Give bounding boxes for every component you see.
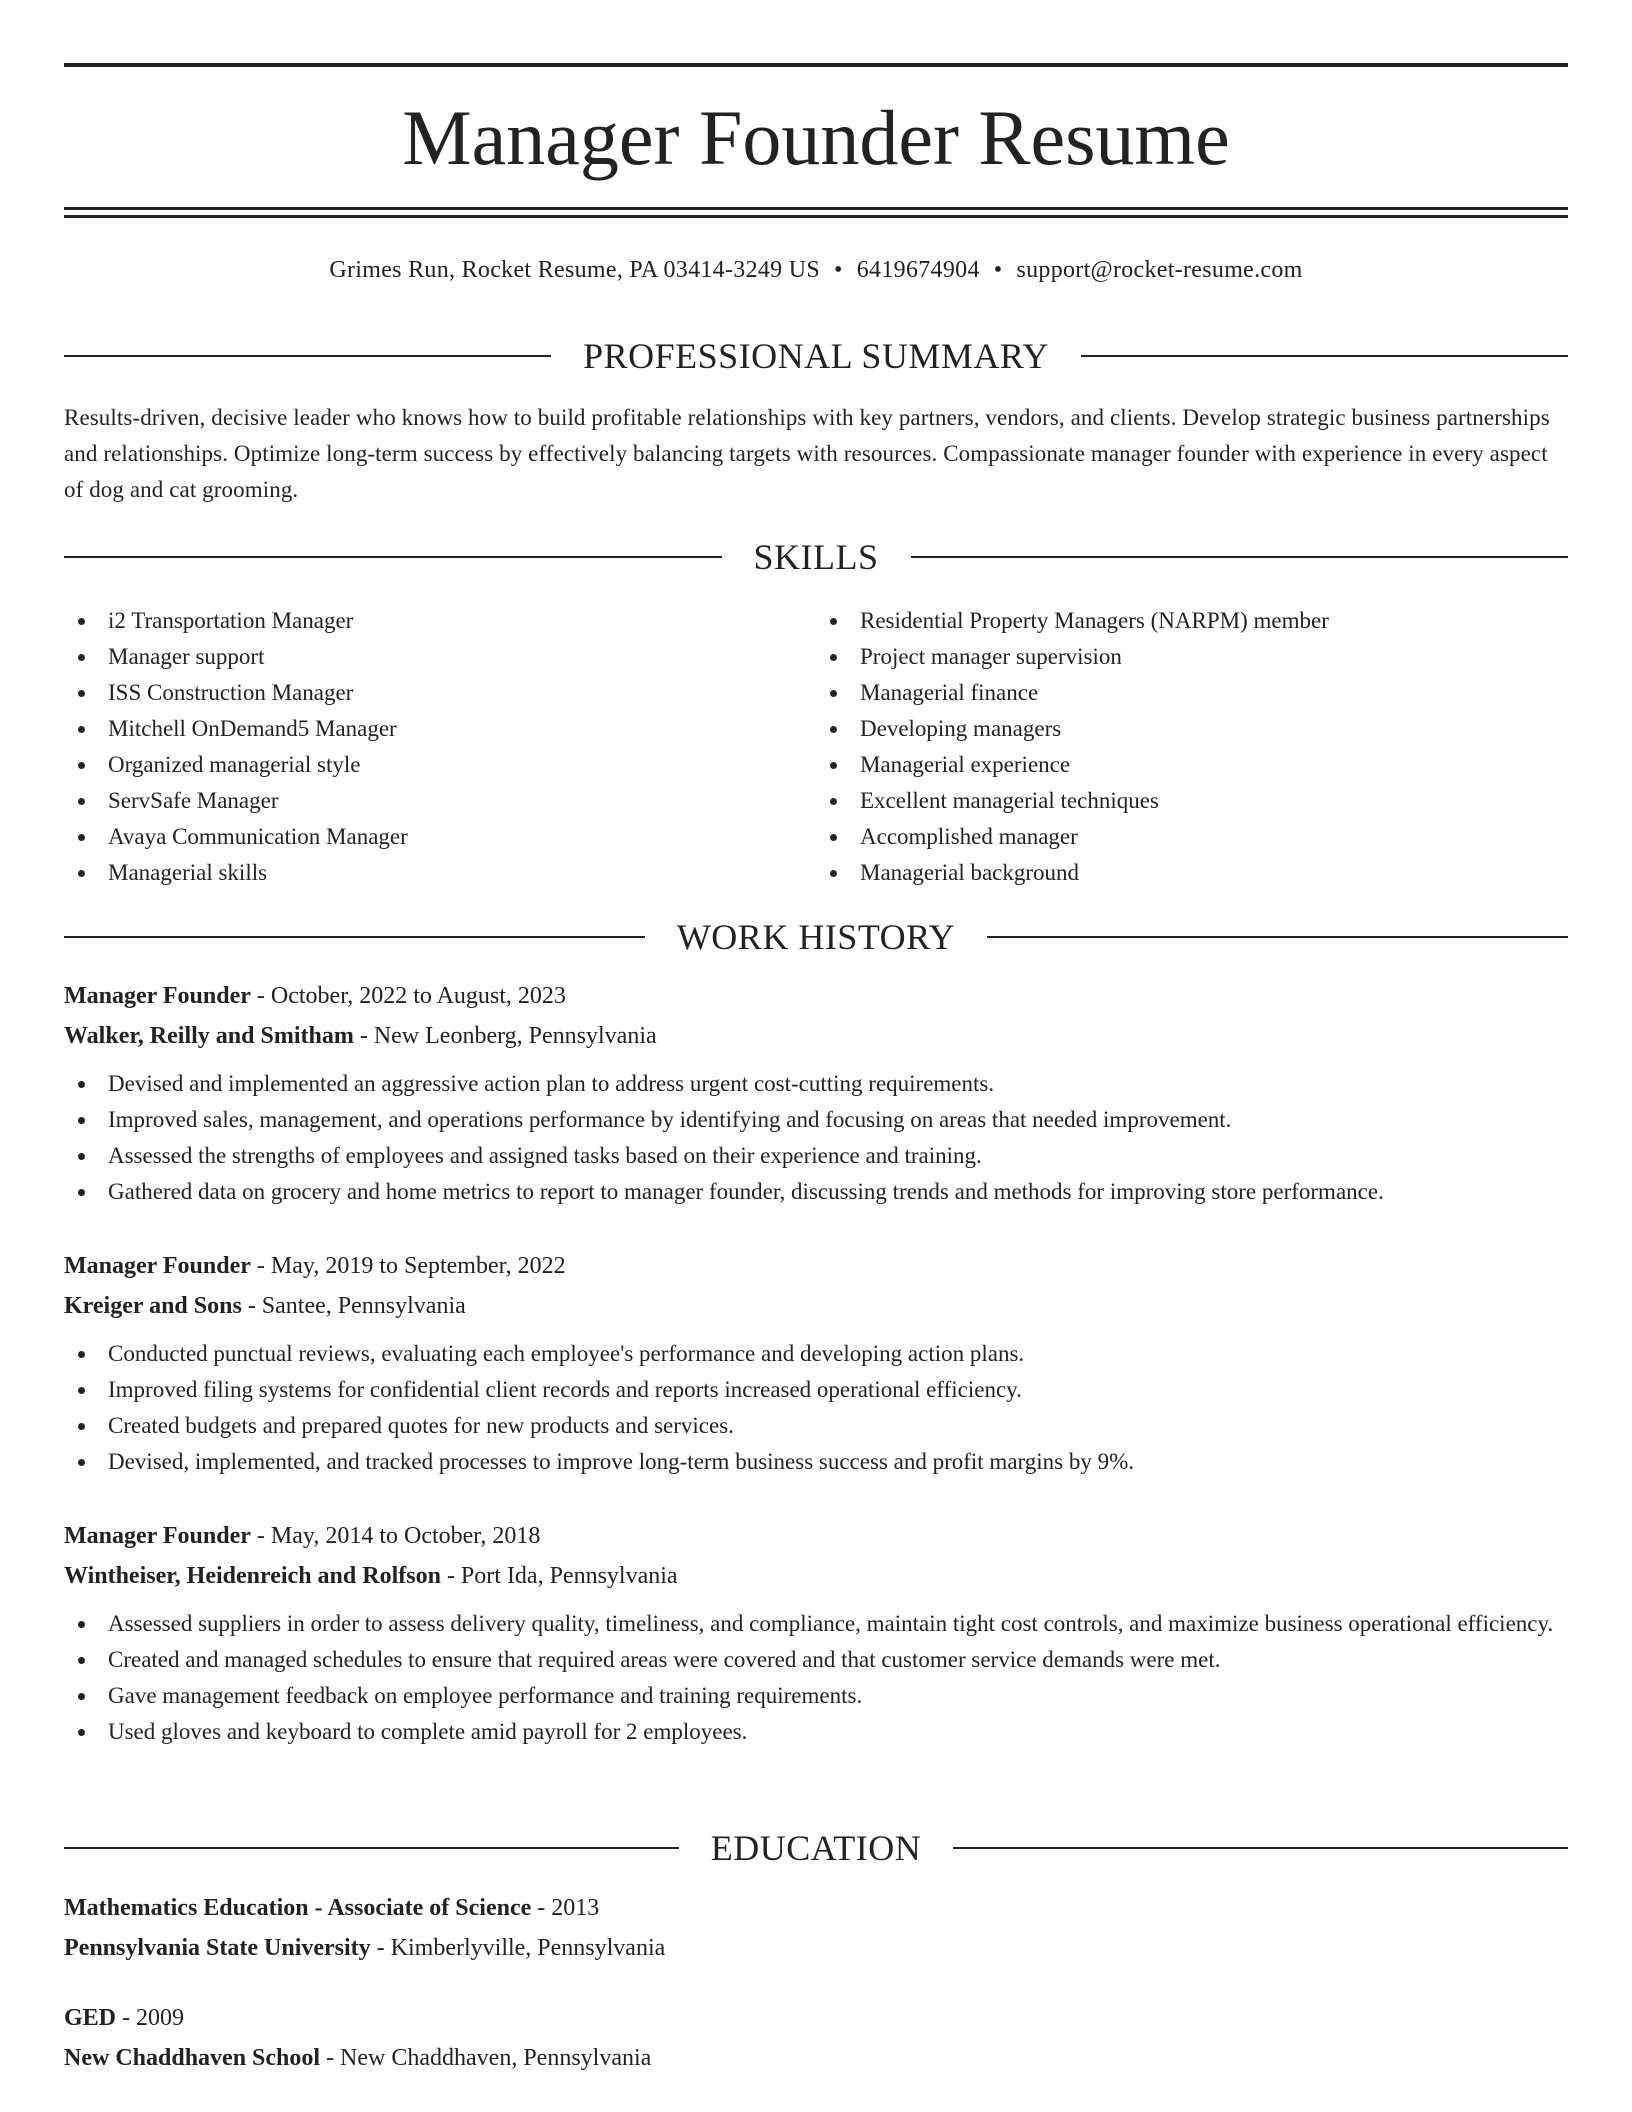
section-rule	[987, 936, 1568, 938]
education-year: - 2009	[116, 2005, 185, 2031]
job-location: - Port Ida, Pennsylvania	[440, 1563, 678, 1589]
job-bullet: Conducted punctual reviews, evaluating each employee's performance and developing action plans.	[64, 1336, 1568, 1372]
job-bullet: Gathered data on grocery and home metrics to report to manager founder, discussing trends and methods for improving store performance.	[64, 1174, 1568, 1210]
education-location: - New Chaddhaven, Pennsylvania	[320, 2045, 652, 2071]
job-company: Walker, Reilly and Smitham	[64, 1023, 354, 1049]
education-school-line	[64, 2038, 1568, 2078]
job-location: - New Leonberg, Pennsylvania	[353, 1023, 657, 1049]
job-bullet: Improved filing systems for confidential client records and reports increased operational efficiency.	[64, 1372, 1568, 1408]
top-rule	[64, 63, 1568, 67]
skills-column-right	[816, 603, 1568, 891]
education-school-line	[64, 1928, 1568, 1968]
page-title: Manager Founder Resume	[402, 94, 1230, 181]
skill-item: Residential Property Managers (NARPM) member	[816, 603, 1568, 639]
section-rule	[911, 556, 1569, 558]
summary-text: Results-driven, decisive leader who knows how to build profitable relationships with key partners, vendors, and clients. Develop strategic business partnerships and relationships. Optimize long-term success by effectively balancing targets with resources. Compassionate manager founder with experience in every aspect of dog and cat grooming.	[64, 405, 1550, 502]
section-title: EDUCATION	[710, 1828, 922, 1868]
education-school: Pennsylvania State University	[64, 1935, 371, 1961]
job-bullet: Created and managed schedules to ensure that required areas were covered and that customer service demands were met.	[64, 1642, 1568, 1678]
job-bullet: Devised, implemented, and tracked processes to improve long-term business success and profit margins by 9%.	[64, 1444, 1568, 1480]
skill-item: Managerial finance	[816, 675, 1568, 711]
skill-item: Accomplished manager	[816, 819, 1568, 855]
job-bullet: Used gloves and keyboard to complete amid payroll for 2 employees.	[64, 1714, 1568, 1750]
job-title: Manager Founder	[64, 1523, 251, 1549]
job-location: - Santee, Pennsylvania	[241, 1293, 466, 1319]
job-entry	[64, 1246, 1568, 1480]
skill-item: Managerial experience	[816, 747, 1568, 783]
skill-item: Managerial background	[816, 855, 1568, 891]
job-entry	[64, 976, 1568, 1210]
job-company-line	[64, 1016, 1568, 1056]
job-company-line	[64, 1556, 1568, 1596]
contact-phone: 6419674904	[856, 257, 980, 283]
job-bullet: Devised and implemented an aggressive action plan to address urgent cost-cutting requirements.	[64, 1066, 1568, 1102]
education-year: - 2013	[531, 1895, 600, 1921]
skill-item: ServSafe Manager	[64, 783, 816, 819]
education-degree: GED	[64, 2005, 117, 2031]
job-bullet: Gave management feedback on employee performance and training requirements.	[64, 1678, 1568, 1714]
skill-item: Mitchell OnDemand5 Manager	[64, 711, 816, 747]
job-title-line	[64, 1516, 1568, 1556]
section-header-skills	[64, 535, 1568, 579]
job-dates: - May, 2014 to October, 2018	[250, 1523, 541, 1549]
skills-list	[64, 603, 1568, 891]
job-dates: - October, 2022 to August, 2023	[250, 983, 566, 1009]
section-rule	[64, 556, 722, 558]
education-entry	[64, 1998, 1568, 2078]
job-title-line	[64, 1246, 1568, 1286]
job-bullet: Improved sales, management, and operations performance by identifying and focusing on areas that needed improvement.	[64, 1102, 1568, 1138]
job-company-line	[64, 1286, 1568, 1326]
contact-email: support@rocket-resume.com	[1016, 257, 1303, 283]
section-rule	[64, 355, 551, 357]
section-header-education	[64, 1826, 1568, 1870]
contact-separator: •	[993, 257, 1003, 283]
job-dates: - May, 2019 to September, 2022	[250, 1253, 566, 1279]
section-rule	[953, 1847, 1568, 1849]
section-header-work	[64, 915, 1568, 959]
job-entry	[64, 1516, 1568, 1750]
section-title: PROFESSIONAL SUMMARY	[583, 336, 1049, 376]
job-company: Kreiger and Sons	[64, 1293, 242, 1319]
skill-item: i2 Transportation Manager	[64, 603, 816, 639]
title-double-rule	[64, 207, 1568, 218]
skill-item: Manager support	[64, 639, 816, 675]
section-header-summary	[64, 334, 1568, 378]
job-title: Manager Founder	[64, 983, 251, 1009]
education-entry	[64, 1888, 1568, 1968]
education-location: - Kimberlyville, Pennsylvania	[370, 1935, 666, 1961]
job-bullets	[64, 1336, 1568, 1480]
skill-item: Avaya Communication Manager	[64, 819, 816, 855]
education-degree-line	[64, 1888, 1568, 1928]
skills-column-left	[64, 603, 816, 891]
education-degree-line	[64, 1998, 1568, 2038]
education-degree: Mathematics Education - Associate of Science	[64, 1895, 532, 1921]
job-bullet: Assessed the strengths of employees and assigned tasks based on their experience and training.	[64, 1138, 1568, 1174]
section-rule	[1081, 355, 1568, 357]
skill-item: Excellent managerial techniques	[816, 783, 1568, 819]
section-title: SKILLS	[753, 537, 879, 577]
education-school: New Chaddhaven School	[64, 2045, 321, 2071]
section-title: WORK HISTORY	[676, 917, 956, 957]
job-bullets	[64, 1066, 1568, 1210]
job-title: Manager Founder	[64, 1253, 251, 1279]
skill-item: Developing managers	[816, 711, 1568, 747]
job-title-line	[64, 976, 1568, 1016]
contact-separator: •	[834, 257, 843, 283]
job-bullet: Created budgets and prepared quotes for new products and services.	[64, 1408, 1568, 1444]
skill-item: Managerial skills	[64, 855, 816, 891]
skill-item: Project manager supervision	[816, 639, 1568, 675]
contact-line	[64, 254, 1568, 286]
section-rule	[64, 1847, 679, 1849]
job-bullet: Assessed suppliers in order to assess delivery quality, timeliness, and compliance, maintain tight cost controls, and maximize business operational efficiency.	[64, 1606, 1568, 1642]
section-rule	[64, 936, 645, 938]
job-company: Wintheiser, Heidenreich and Rolfson	[64, 1563, 441, 1589]
job-bullets	[64, 1606, 1568, 1750]
skill-item: ISS Construction Manager	[64, 675, 816, 711]
skill-item: Organized managerial style	[64, 747, 816, 783]
contact-address: Grimes Run, Rocket Resume, PA 03414-3249 US	[329, 257, 821, 283]
